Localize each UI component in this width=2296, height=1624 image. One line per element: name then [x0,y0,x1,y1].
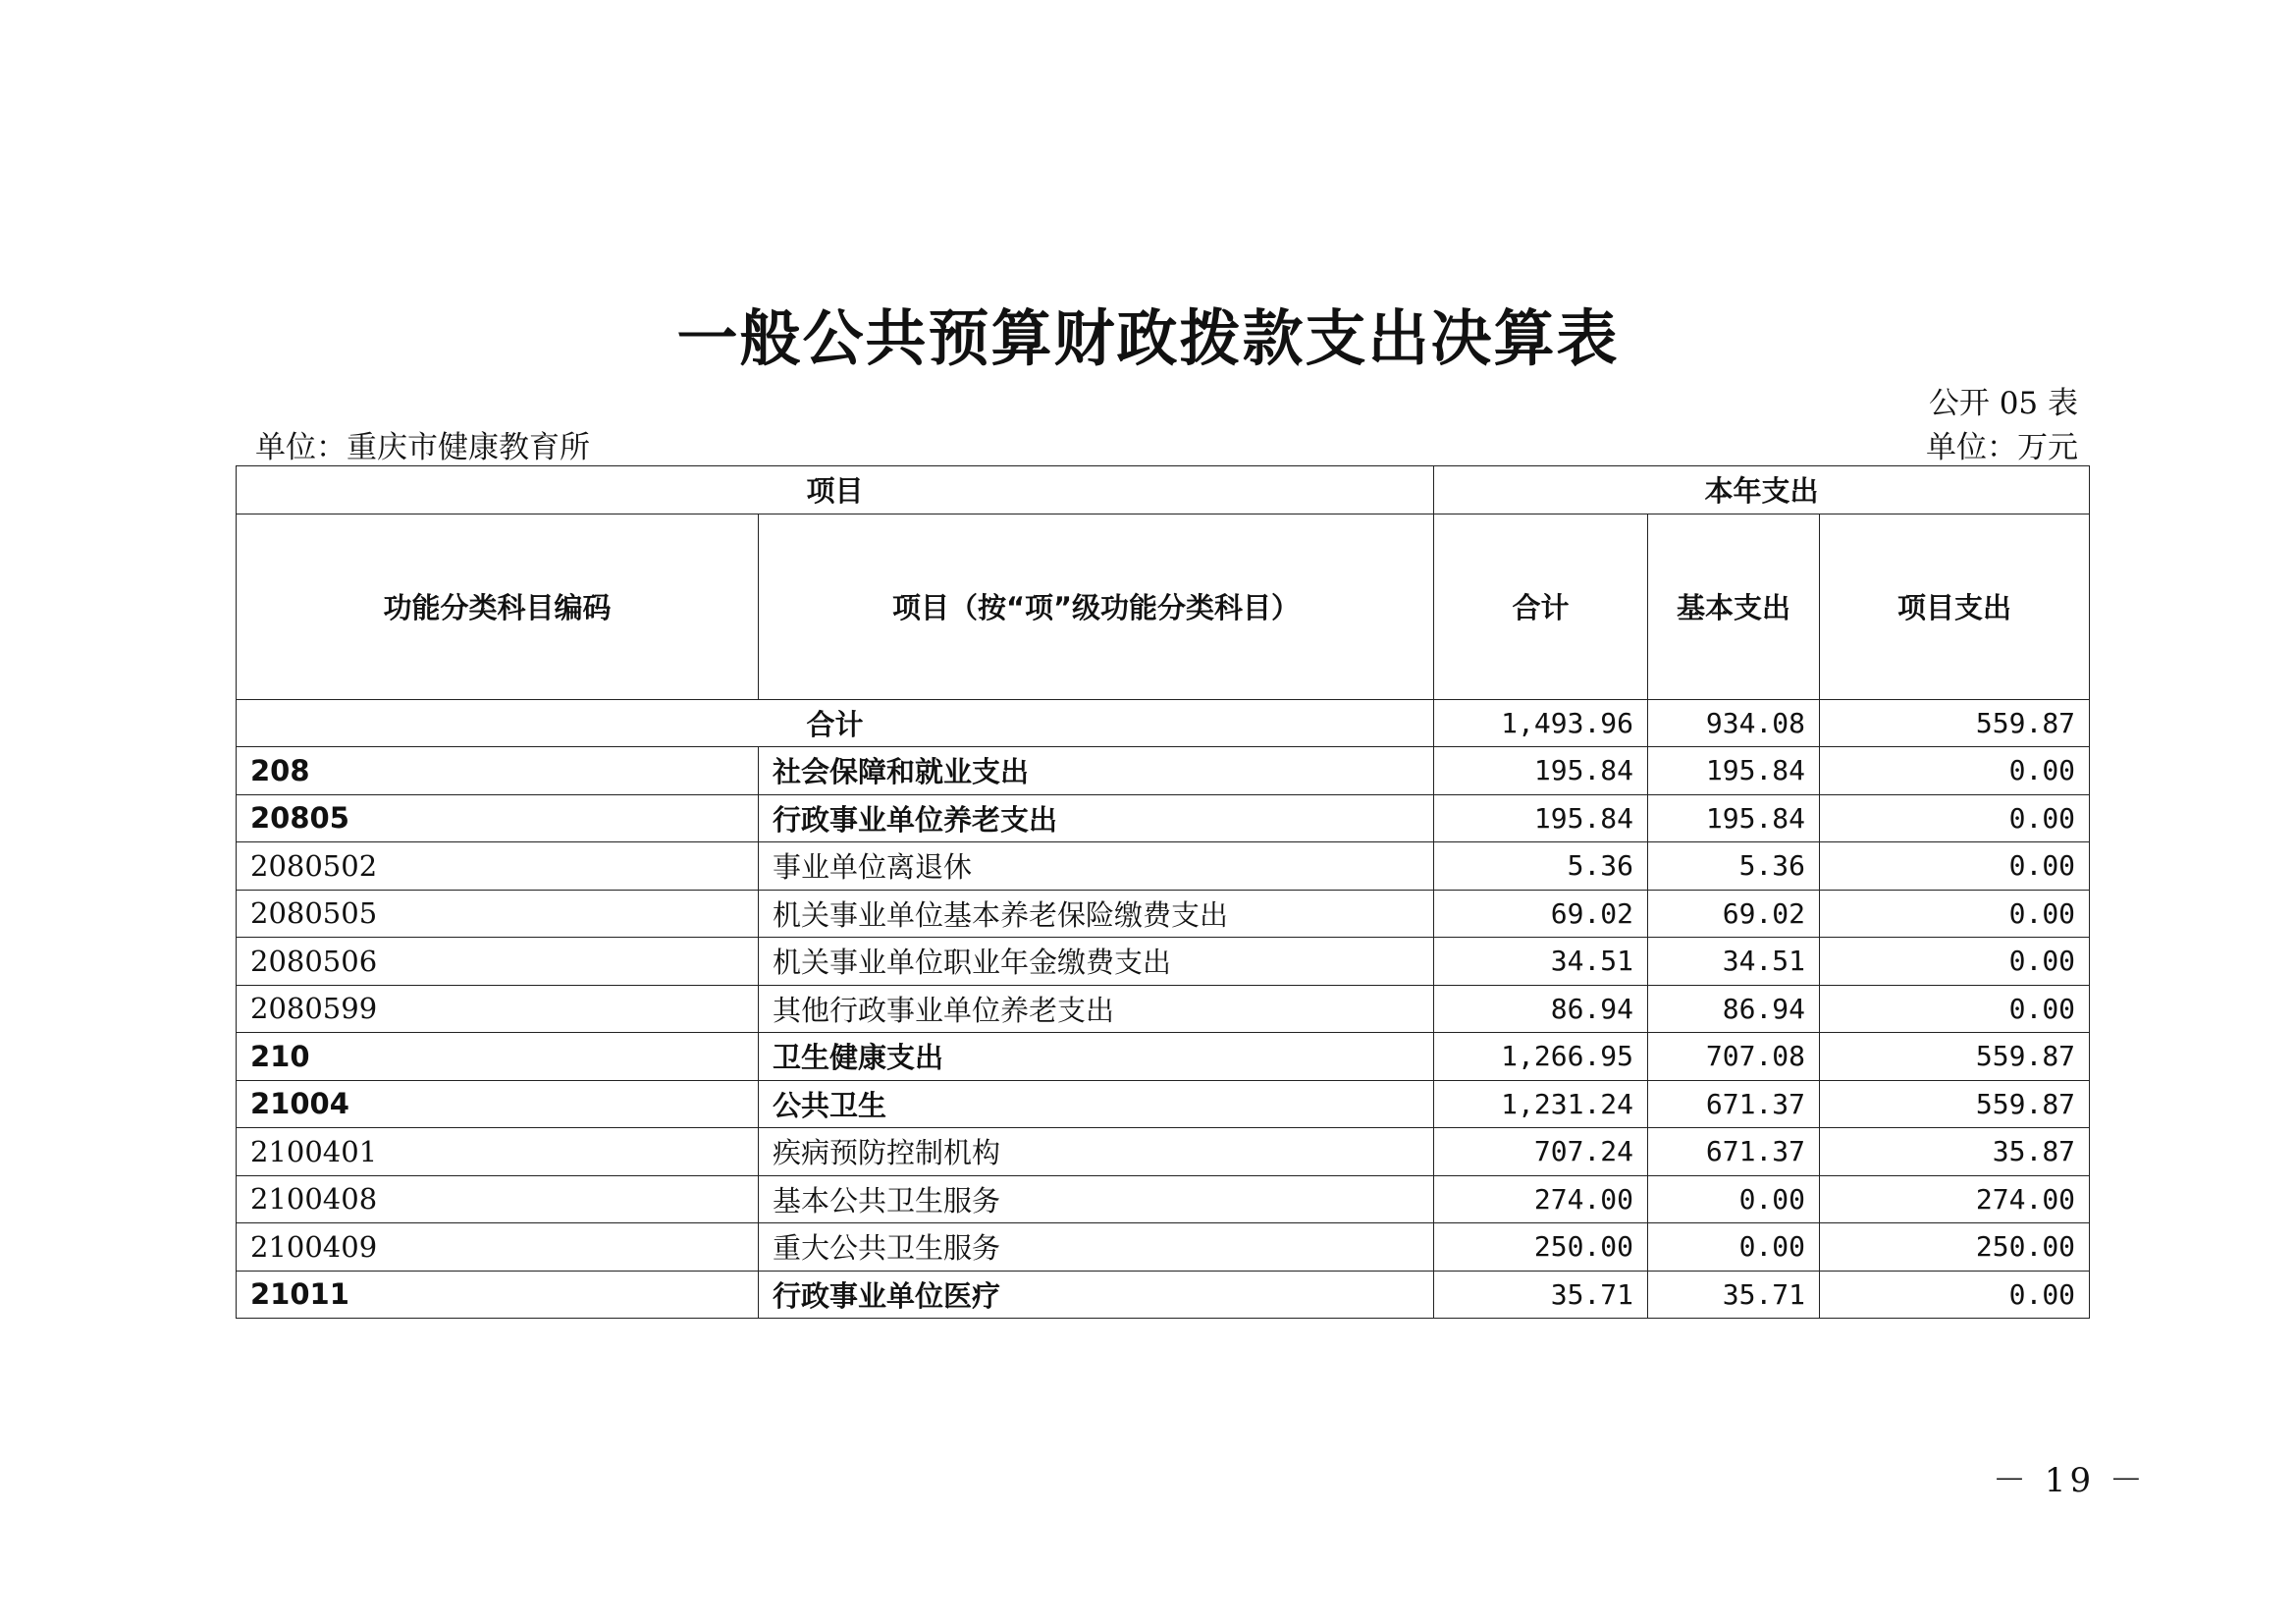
table-row [237,1128,2090,1176]
row-proj: 274.00 [1820,1175,2090,1223]
row-proj: 559.87 [1820,1080,2090,1128]
row-proj: 0.00 [1820,1271,2090,1319]
table-row [237,1271,2090,1319]
header-project: 项目 [237,466,1434,514]
row-code: 2080599 [237,985,759,1033]
row-proj: 0.00 [1820,985,2090,1033]
row-total: 5.36 [1434,842,1648,891]
table-row [237,747,2090,795]
row-basic: 195.84 [1648,747,1820,795]
row-total: 707.24 [1434,1128,1648,1176]
row-name: 事业单位离退休 [759,842,1434,891]
row-proj: 0.00 [1820,890,2090,938]
table-row [237,985,2090,1033]
expenditure-table [236,465,2090,1319]
header-total: 合计 [1434,514,1648,699]
total-row [237,699,2090,747]
row-basic: 5.36 [1648,842,1820,891]
row-proj: 559.87 [1820,1033,2090,1081]
row-proj: 35.87 [1820,1128,2090,1176]
row-proj: 0.00 [1820,842,2090,891]
row-total: 195.84 [1434,794,1648,842]
row-code: 20805 [237,794,759,842]
row-total: 69.02 [1434,890,1648,938]
table-row [237,890,2090,938]
form-number: 公开 05 表 [1928,386,2078,421]
row-basic: 35.71 [1648,1271,1820,1319]
table-row [237,794,2090,842]
row-code: 21004 [237,1080,759,1128]
row-basic: 195.84 [1648,794,1820,842]
row-name: 卫生健康支出 [759,1033,1434,1081]
header-basic: 基本支出 [1648,514,1820,699]
row-total: 1,231.24 [1434,1080,1648,1128]
row-code: 2100408 [237,1175,759,1223]
row-code: 2080502 [237,842,759,891]
row-code: 210 [237,1033,759,1081]
row-proj: 0.00 [1820,794,2090,842]
document-title: 一般公共预算财政拨款支出决算表 [676,302,1620,374]
row-total: 274.00 [1434,1175,1648,1223]
row-basic: 86.94 [1648,985,1820,1033]
table-row [237,842,2090,891]
organization-unit: 单位：重庆市健康教育所 [255,430,590,465]
table-row [237,1080,2090,1128]
table-row [237,1223,2090,1272]
row-total: 34.51 [1434,938,1648,986]
row-total: 195.84 [1434,747,1648,795]
row-code: 208 [237,747,759,795]
row-code: 21011 [237,1271,759,1319]
row-total: 1,266.95 [1434,1033,1648,1081]
row-name: 疾病预防控制机构 [759,1128,1434,1176]
row-basic: 671.37 [1648,1128,1820,1176]
row-basic: 34.51 [1648,938,1820,986]
row-proj: 0.00 [1820,747,2090,795]
row-code: 2080505 [237,890,759,938]
row-proj: 250.00 [1820,1223,2090,1272]
row-code: 2080506 [237,938,759,986]
total-basic: 934.08 [1648,699,1820,747]
money-unit: 单位：万元 [1926,430,2078,465]
row-basic: 0.00 [1648,1175,1820,1223]
row-proj: 0.00 [1820,938,2090,986]
row-code: 2100401 [237,1128,759,1176]
header-code: 功能分类科目编码 [237,514,759,699]
row-basic: 671.37 [1648,1080,1820,1128]
row-name: 行政事业单位养老支出 [759,794,1434,842]
row-name: 重大公共卫生服务 [759,1223,1434,1272]
header-this-year: 本年支出 [1434,466,2090,514]
row-total: 86.94 [1434,985,1648,1033]
row-basic: 707.08 [1648,1033,1820,1081]
table-row [237,1175,2090,1223]
header-proj: 项目支出 [1820,514,2090,699]
row-total: 35.71 [1434,1271,1648,1319]
row-basic: 69.02 [1648,890,1820,938]
row-name: 其他行政事业单位养老支出 [759,985,1434,1033]
row-name: 公共卫生 [759,1080,1434,1128]
row-code: 2100409 [237,1223,759,1272]
row-name: 基本公共卫生服务 [759,1175,1434,1223]
table-row [237,1033,2090,1081]
row-total: 250.00 [1434,1223,1648,1272]
total-proj: 559.87 [1820,699,2090,747]
row-basic: 0.00 [1648,1223,1820,1272]
total-sum: 1,493.96 [1434,699,1648,747]
table-row [237,938,2090,986]
row-name: 机关事业单位基本养老保险缴费支出 [759,890,1434,938]
header-item: 项目（按“项”级功能分类科目） [759,514,1434,699]
row-name: 行政事业单位医疗 [759,1271,1434,1319]
total-label: 合计 [237,699,1434,747]
row-name: 机关事业单位职业年金缴费支出 [759,938,1434,986]
page-number: － 19 － [1993,1461,2147,1500]
row-name: 社会保障和就业支出 [759,747,1434,795]
